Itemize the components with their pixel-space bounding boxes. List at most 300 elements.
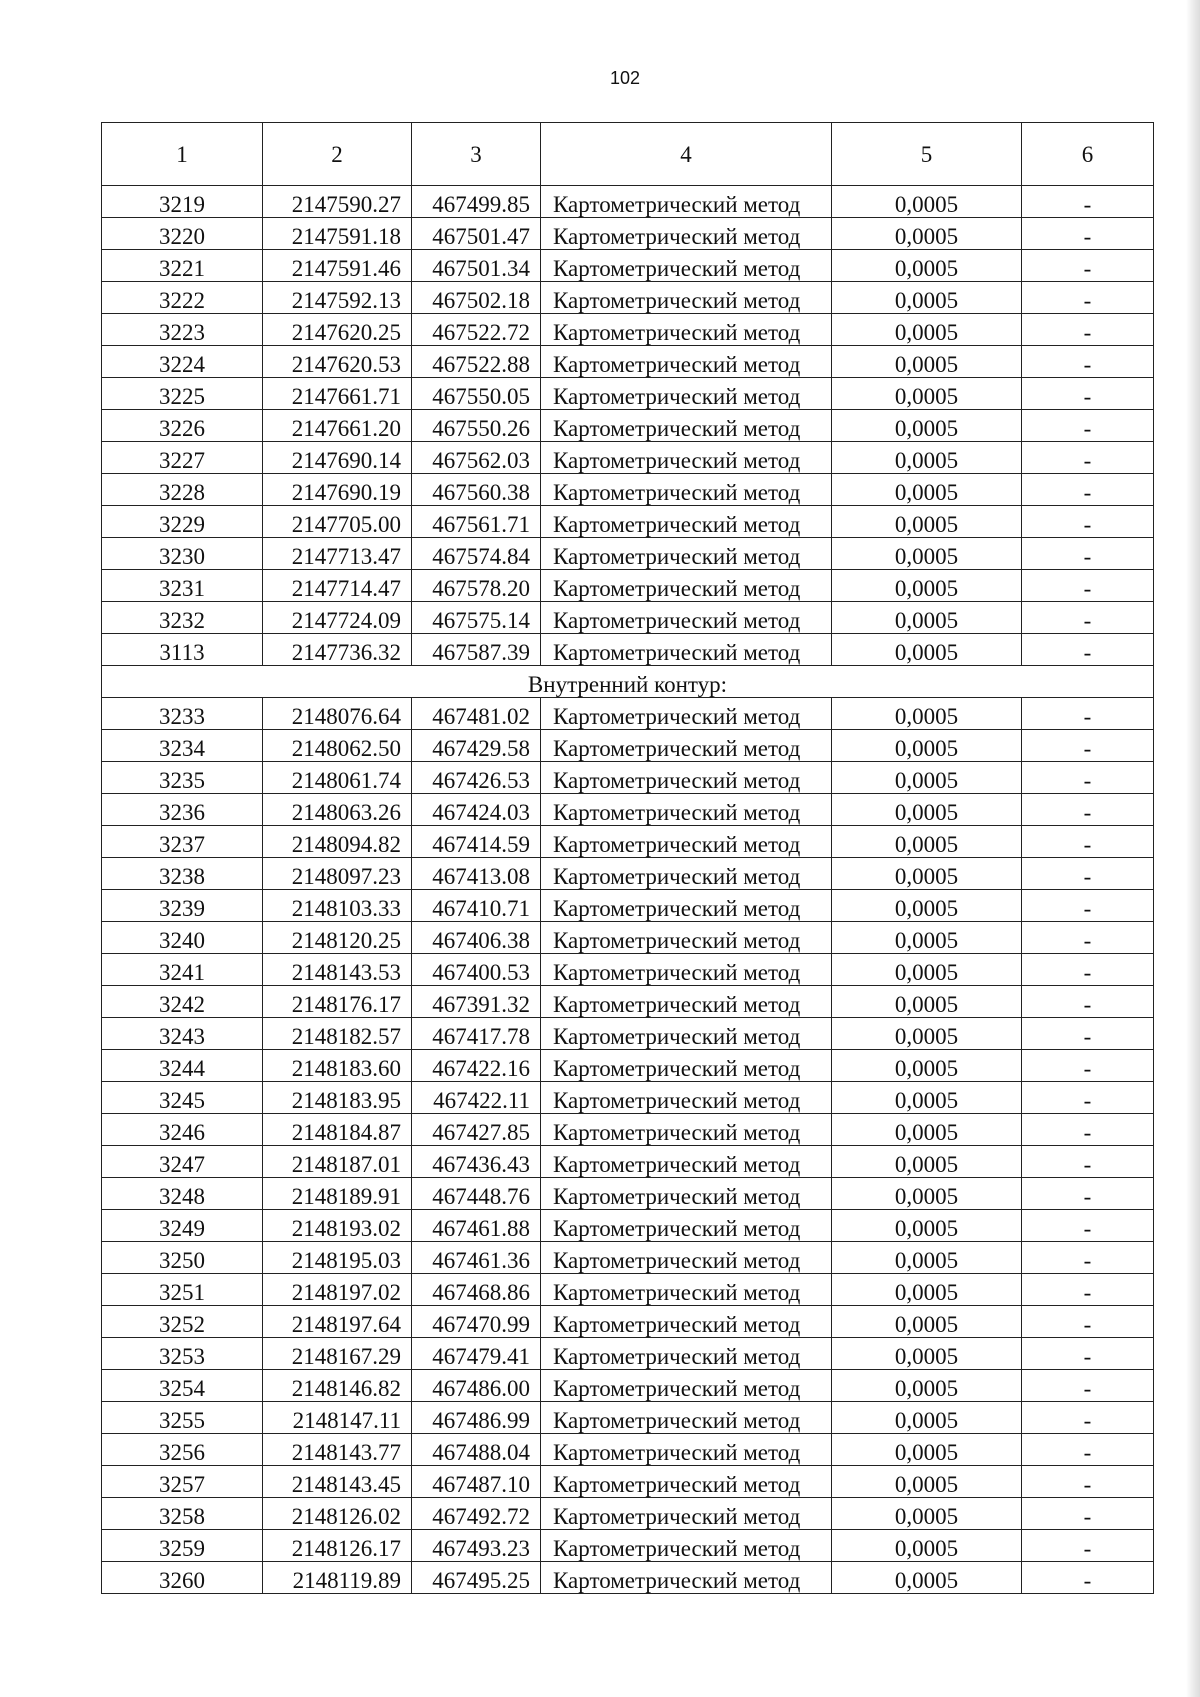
accuracy-cell: 0,0005 bbox=[832, 442, 1022, 474]
point-number-cell: 3253 bbox=[102, 1338, 263, 1370]
method-cell: Картометрический метод bbox=[541, 282, 832, 314]
point-number-cell: 3249 bbox=[102, 1210, 263, 1242]
accuracy-cell: 0,0005 bbox=[832, 1050, 1022, 1082]
point-number-cell: 3257 bbox=[102, 1466, 263, 1498]
table-row bbox=[102, 1050, 1154, 1082]
note-cell: - bbox=[1022, 1114, 1154, 1146]
note-cell: - bbox=[1022, 378, 1154, 410]
note-cell: - bbox=[1022, 570, 1154, 602]
y-coordinate-cell: 467493.23 bbox=[412, 1530, 541, 1562]
method-cell: Картометрический метод bbox=[541, 1082, 832, 1114]
x-coordinate-cell: 2148167.29 bbox=[263, 1338, 412, 1370]
x-coordinate-cell: 2147590.27 bbox=[263, 186, 412, 218]
table-row bbox=[102, 218, 1154, 250]
x-coordinate-cell: 2148176.17 bbox=[263, 986, 412, 1018]
x-coordinate-cell: 2148126.02 bbox=[263, 1498, 412, 1530]
accuracy-cell: 0,0005 bbox=[832, 698, 1022, 730]
table-row bbox=[102, 826, 1154, 858]
table-row bbox=[102, 1306, 1154, 1338]
note-cell: - bbox=[1022, 1050, 1154, 1082]
table-row bbox=[102, 698, 1154, 730]
table-row bbox=[102, 570, 1154, 602]
point-number-cell: 3231 bbox=[102, 570, 263, 602]
note-cell: - bbox=[1022, 1530, 1154, 1562]
method-cell: Картометрический метод bbox=[541, 538, 832, 570]
x-coordinate-cell: 2148193.02 bbox=[263, 1210, 412, 1242]
method-cell: Картометрический метод bbox=[541, 570, 832, 602]
table-row bbox=[102, 346, 1154, 378]
y-coordinate-cell: 467550.05 bbox=[412, 378, 541, 410]
table-row bbox=[102, 410, 1154, 442]
method-cell: Картометрический метод bbox=[541, 218, 832, 250]
x-coordinate-cell: 2147705.00 bbox=[263, 506, 412, 538]
accuracy-cell: 0,0005 bbox=[832, 346, 1022, 378]
y-coordinate-cell: 467562.03 bbox=[412, 442, 541, 474]
method-cell: Картометрический метод bbox=[541, 410, 832, 442]
x-coordinate-cell: 2148097.23 bbox=[263, 858, 412, 890]
point-number-cell: 3254 bbox=[102, 1370, 263, 1402]
note-cell: - bbox=[1022, 858, 1154, 890]
method-cell: Картометрический метод bbox=[541, 954, 832, 986]
method-cell: Картометрический метод bbox=[541, 1434, 832, 1466]
point-number-cell: 3238 bbox=[102, 858, 263, 890]
accuracy-cell: 0,0005 bbox=[832, 794, 1022, 826]
table-row bbox=[102, 442, 1154, 474]
note-cell: - bbox=[1022, 634, 1154, 666]
table-row bbox=[102, 986, 1154, 1018]
point-number-cell: 3227 bbox=[102, 442, 263, 474]
x-coordinate-cell: 2147661.20 bbox=[263, 410, 412, 442]
note-cell: - bbox=[1022, 250, 1154, 282]
x-coordinate-cell: 2148183.60 bbox=[263, 1050, 412, 1082]
accuracy-cell: 0,0005 bbox=[832, 506, 1022, 538]
accuracy-cell: 0,0005 bbox=[832, 1178, 1022, 1210]
accuracy-cell: 0,0005 bbox=[832, 1242, 1022, 1274]
point-number-cell: 3240 bbox=[102, 922, 263, 954]
method-cell: Картометрический метод bbox=[541, 1050, 832, 1082]
table-row bbox=[102, 1370, 1154, 1402]
x-coordinate-cell: 2148062.50 bbox=[263, 730, 412, 762]
method-cell: Картометрический метод bbox=[541, 1370, 832, 1402]
accuracy-cell: 0,0005 bbox=[832, 762, 1022, 794]
note-cell: - bbox=[1022, 282, 1154, 314]
note-cell: - bbox=[1022, 1466, 1154, 1498]
note-cell: - bbox=[1022, 1082, 1154, 1114]
table-row bbox=[102, 922, 1154, 954]
method-cell: Картометрический метод bbox=[541, 1402, 832, 1434]
method-cell: Картометрический метод bbox=[541, 1306, 832, 1338]
x-coordinate-cell: 2148147.11 bbox=[263, 1402, 412, 1434]
point-number-cell: 3256 bbox=[102, 1434, 263, 1466]
note-cell: - bbox=[1022, 314, 1154, 346]
y-coordinate-cell: 467461.88 bbox=[412, 1210, 541, 1242]
point-number-cell: 3226 bbox=[102, 410, 263, 442]
y-coordinate-cell: 467486.00 bbox=[412, 1370, 541, 1402]
table-row bbox=[102, 1562, 1154, 1594]
note-cell: - bbox=[1022, 1562, 1154, 1594]
point-number-cell: 3242 bbox=[102, 986, 263, 1018]
x-coordinate-cell: 2148195.03 bbox=[263, 1242, 412, 1274]
method-cell: Картометрический метод bbox=[541, 1530, 832, 1562]
point-number-cell: 3247 bbox=[102, 1146, 263, 1178]
x-coordinate-cell: 2148197.02 bbox=[263, 1274, 412, 1306]
point-number-cell: 3230 bbox=[102, 538, 263, 570]
table-row bbox=[102, 1434, 1154, 1466]
method-cell: Картометрический метод bbox=[541, 378, 832, 410]
accuracy-cell: 0,0005 bbox=[832, 890, 1022, 922]
y-coordinate-cell: 467488.04 bbox=[412, 1434, 541, 1466]
x-coordinate-cell: 2148063.26 bbox=[263, 794, 412, 826]
column-header-3: 3 bbox=[412, 123, 541, 186]
method-cell: Картометрический метод bbox=[541, 634, 832, 666]
method-cell: Картометрический метод bbox=[541, 1146, 832, 1178]
note-cell: - bbox=[1022, 1498, 1154, 1530]
method-cell: Картометрический метод bbox=[541, 986, 832, 1018]
section-row bbox=[102, 666, 1154, 698]
accuracy-cell: 0,0005 bbox=[832, 1210, 1022, 1242]
note-cell: - bbox=[1022, 1146, 1154, 1178]
coordinates-table bbox=[101, 122, 1154, 1594]
method-cell: Картометрический метод bbox=[541, 474, 832, 506]
y-coordinate-cell: 467468.86 bbox=[412, 1274, 541, 1306]
table-row bbox=[102, 730, 1154, 762]
note-cell: - bbox=[1022, 442, 1154, 474]
table-row bbox=[102, 858, 1154, 890]
y-coordinate-cell: 467436.43 bbox=[412, 1146, 541, 1178]
x-coordinate-cell: 2147620.25 bbox=[263, 314, 412, 346]
accuracy-cell: 0,0005 bbox=[832, 730, 1022, 762]
accuracy-cell: 0,0005 bbox=[832, 1338, 1022, 1370]
table-row bbox=[102, 1146, 1154, 1178]
x-coordinate-cell: 2148183.95 bbox=[263, 1082, 412, 1114]
table-row bbox=[102, 1274, 1154, 1306]
accuracy-cell: 0,0005 bbox=[832, 1306, 1022, 1338]
point-number-cell: 3232 bbox=[102, 602, 263, 634]
section-label: Внутренний контур: bbox=[102, 666, 1154, 698]
y-coordinate-cell: 467492.72 bbox=[412, 1498, 541, 1530]
point-number-cell: 3250 bbox=[102, 1242, 263, 1274]
table-row bbox=[102, 250, 1154, 282]
point-number-cell: 3252 bbox=[102, 1306, 263, 1338]
y-coordinate-cell: 467422.11 bbox=[412, 1082, 541, 1114]
accuracy-cell: 0,0005 bbox=[832, 602, 1022, 634]
y-coordinate-cell: 467502.18 bbox=[412, 282, 541, 314]
x-coordinate-cell: 2147713.47 bbox=[263, 538, 412, 570]
table-row bbox=[102, 954, 1154, 986]
y-coordinate-cell: 467426.53 bbox=[412, 762, 541, 794]
x-coordinate-cell: 2147661.71 bbox=[263, 378, 412, 410]
method-cell: Картометрический метод bbox=[541, 858, 832, 890]
note-cell: - bbox=[1022, 826, 1154, 858]
note-cell: - bbox=[1022, 794, 1154, 826]
column-header-6: 6 bbox=[1022, 123, 1154, 186]
table-row bbox=[102, 1018, 1154, 1050]
point-number-cell: 3245 bbox=[102, 1082, 263, 1114]
point-number-cell: 3251 bbox=[102, 1274, 263, 1306]
y-coordinate-cell: 467422.16 bbox=[412, 1050, 541, 1082]
column-header-2: 2 bbox=[263, 123, 412, 186]
y-coordinate-cell: 467487.10 bbox=[412, 1466, 541, 1498]
method-cell: Картометрический метод bbox=[541, 1242, 832, 1274]
y-coordinate-cell: 467413.08 bbox=[412, 858, 541, 890]
x-coordinate-cell: 2147724.09 bbox=[263, 602, 412, 634]
accuracy-cell: 0,0005 bbox=[832, 570, 1022, 602]
page-number: 102 bbox=[609, 68, 641, 88]
y-coordinate-cell: 467499.85 bbox=[412, 186, 541, 218]
accuracy-cell: 0,0005 bbox=[832, 186, 1022, 218]
table-row bbox=[102, 1210, 1154, 1242]
y-coordinate-cell: 467501.47 bbox=[412, 218, 541, 250]
accuracy-cell: 0,0005 bbox=[832, 1402, 1022, 1434]
note-cell: - bbox=[1022, 922, 1154, 954]
y-coordinate-cell: 467574.84 bbox=[412, 538, 541, 570]
note-cell: - bbox=[1022, 218, 1154, 250]
y-coordinate-cell: 467501.34 bbox=[412, 250, 541, 282]
note-cell: - bbox=[1022, 698, 1154, 730]
accuracy-cell: 0,0005 bbox=[832, 922, 1022, 954]
y-coordinate-cell: 467410.71 bbox=[412, 890, 541, 922]
x-coordinate-cell: 2148146.82 bbox=[263, 1370, 412, 1402]
accuracy-cell: 0,0005 bbox=[832, 1498, 1022, 1530]
method-cell: Картометрический метод bbox=[541, 730, 832, 762]
accuracy-cell: 0,0005 bbox=[832, 1370, 1022, 1402]
accuracy-cell: 0,0005 bbox=[832, 538, 1022, 570]
note-cell: - bbox=[1022, 1306, 1154, 1338]
note-cell: - bbox=[1022, 538, 1154, 570]
table-row bbox=[102, 538, 1154, 570]
method-cell: Картометрический метод bbox=[541, 314, 832, 346]
y-coordinate-cell: 467486.99 bbox=[412, 1402, 541, 1434]
accuracy-cell: 0,0005 bbox=[832, 954, 1022, 986]
accuracy-cell: 0,0005 bbox=[832, 314, 1022, 346]
point-number-cell: 3219 bbox=[102, 186, 263, 218]
table-row bbox=[102, 506, 1154, 538]
accuracy-cell: 0,0005 bbox=[832, 1562, 1022, 1594]
y-coordinate-cell: 467495.25 bbox=[412, 1562, 541, 1594]
table-row bbox=[102, 634, 1154, 666]
accuracy-cell: 0,0005 bbox=[832, 410, 1022, 442]
point-number-cell: 3222 bbox=[102, 282, 263, 314]
note-cell: - bbox=[1022, 890, 1154, 922]
accuracy-cell: 0,0005 bbox=[832, 634, 1022, 666]
note-cell: - bbox=[1022, 1178, 1154, 1210]
table-header bbox=[102, 123, 1154, 186]
y-coordinate-cell: 467470.99 bbox=[412, 1306, 541, 1338]
y-coordinate-cell: 467461.36 bbox=[412, 1242, 541, 1274]
x-coordinate-cell: 2147690.19 bbox=[263, 474, 412, 506]
note-cell: - bbox=[1022, 506, 1154, 538]
point-number-cell: 3259 bbox=[102, 1530, 263, 1562]
y-coordinate-cell: 467587.39 bbox=[412, 634, 541, 666]
point-number-cell: 3239 bbox=[102, 890, 263, 922]
point-number-cell: 3113 bbox=[102, 634, 263, 666]
point-number-cell: 3243 bbox=[102, 1018, 263, 1050]
note-cell: - bbox=[1022, 186, 1154, 218]
y-coordinate-cell: 467522.88 bbox=[412, 346, 541, 378]
y-coordinate-cell: 467417.78 bbox=[412, 1018, 541, 1050]
y-coordinate-cell: 467429.58 bbox=[412, 730, 541, 762]
method-cell: Картометрический метод bbox=[541, 1210, 832, 1242]
note-cell: - bbox=[1022, 762, 1154, 794]
x-coordinate-cell: 2147592.13 bbox=[263, 282, 412, 314]
y-coordinate-cell: 467414.59 bbox=[412, 826, 541, 858]
x-coordinate-cell: 2148143.45 bbox=[263, 1466, 412, 1498]
note-cell: - bbox=[1022, 1018, 1154, 1050]
method-cell: Картометрический метод bbox=[541, 1178, 832, 1210]
y-coordinate-cell: 467481.02 bbox=[412, 698, 541, 730]
note-cell: - bbox=[1022, 1434, 1154, 1466]
accuracy-cell: 0,0005 bbox=[832, 1434, 1022, 1466]
x-coordinate-cell: 2148103.33 bbox=[263, 890, 412, 922]
method-cell: Картометрический метод bbox=[541, 186, 832, 218]
note-cell: - bbox=[1022, 954, 1154, 986]
y-coordinate-cell: 467448.76 bbox=[412, 1178, 541, 1210]
note-cell: - bbox=[1022, 1274, 1154, 1306]
method-cell: Картометрический метод bbox=[541, 826, 832, 858]
note-cell: - bbox=[1022, 410, 1154, 442]
accuracy-cell: 0,0005 bbox=[832, 474, 1022, 506]
accuracy-cell: 0,0005 bbox=[832, 986, 1022, 1018]
point-number-cell: 3244 bbox=[102, 1050, 263, 1082]
method-cell: Картометрический метод bbox=[541, 1562, 832, 1594]
table-row bbox=[102, 378, 1154, 410]
accuracy-cell: 0,0005 bbox=[832, 1082, 1022, 1114]
y-coordinate-cell: 467561.71 bbox=[412, 506, 541, 538]
y-coordinate-cell: 467406.38 bbox=[412, 922, 541, 954]
x-coordinate-cell: 2147690.14 bbox=[263, 442, 412, 474]
point-number-cell: 3235 bbox=[102, 762, 263, 794]
note-cell: - bbox=[1022, 1370, 1154, 1402]
scan-edge bbox=[1186, 0, 1200, 1697]
accuracy-cell: 0,0005 bbox=[832, 826, 1022, 858]
note-cell: - bbox=[1022, 602, 1154, 634]
y-coordinate-cell: 467400.53 bbox=[412, 954, 541, 986]
note-cell: - bbox=[1022, 1402, 1154, 1434]
accuracy-cell: 0,0005 bbox=[832, 1146, 1022, 1178]
point-number-cell: 3233 bbox=[102, 698, 263, 730]
point-number-cell: 3224 bbox=[102, 346, 263, 378]
point-number-cell: 3260 bbox=[102, 1562, 263, 1594]
x-coordinate-cell: 2148189.91 bbox=[263, 1178, 412, 1210]
note-cell: - bbox=[1022, 730, 1154, 762]
table-row bbox=[102, 282, 1154, 314]
note-cell: - bbox=[1022, 986, 1154, 1018]
point-number-cell: 3228 bbox=[102, 474, 263, 506]
point-number-cell: 3225 bbox=[102, 378, 263, 410]
table-row bbox=[102, 474, 1154, 506]
x-coordinate-cell: 2148143.77 bbox=[263, 1434, 412, 1466]
column-header-4: 4 bbox=[541, 123, 832, 186]
table-row bbox=[102, 1338, 1154, 1370]
accuracy-cell: 0,0005 bbox=[832, 1114, 1022, 1146]
method-cell: Картометрический метод bbox=[541, 890, 832, 922]
table-row bbox=[102, 890, 1154, 922]
x-coordinate-cell: 2147736.32 bbox=[263, 634, 412, 666]
method-cell: Картометрический метод bbox=[541, 1338, 832, 1370]
table-row bbox=[102, 1242, 1154, 1274]
y-coordinate-cell: 467391.32 bbox=[412, 986, 541, 1018]
accuracy-cell: 0,0005 bbox=[832, 1018, 1022, 1050]
method-cell: Картометрический метод bbox=[541, 442, 832, 474]
table-row bbox=[102, 1466, 1154, 1498]
x-coordinate-cell: 2148119.89 bbox=[263, 1562, 412, 1594]
method-cell: Картометрический метод bbox=[541, 1114, 832, 1146]
method-cell: Картометрический метод bbox=[541, 698, 832, 730]
point-number-cell: 3234 bbox=[102, 730, 263, 762]
accuracy-cell: 0,0005 bbox=[832, 282, 1022, 314]
point-number-cell: 3221 bbox=[102, 250, 263, 282]
note-cell: - bbox=[1022, 346, 1154, 378]
table-row bbox=[102, 1114, 1154, 1146]
accuracy-cell: 0,0005 bbox=[832, 250, 1022, 282]
table-row bbox=[102, 762, 1154, 794]
accuracy-cell: 0,0005 bbox=[832, 1466, 1022, 1498]
point-number-cell: 3248 bbox=[102, 1178, 263, 1210]
accuracy-cell: 0,0005 bbox=[832, 1530, 1022, 1562]
note-cell: - bbox=[1022, 1210, 1154, 1242]
method-cell: Картометрический метод bbox=[541, 1018, 832, 1050]
x-coordinate-cell: 2148120.25 bbox=[263, 922, 412, 954]
y-coordinate-cell: 467427.85 bbox=[412, 1114, 541, 1146]
table-row bbox=[102, 1402, 1154, 1434]
accuracy-cell: 0,0005 bbox=[832, 378, 1022, 410]
x-coordinate-cell: 2148094.82 bbox=[263, 826, 412, 858]
point-number-cell: 3223 bbox=[102, 314, 263, 346]
point-number-cell: 3241 bbox=[102, 954, 263, 986]
x-coordinate-cell: 2148187.01 bbox=[263, 1146, 412, 1178]
accuracy-cell: 0,0005 bbox=[832, 1274, 1022, 1306]
point-number-cell: 3255 bbox=[102, 1402, 263, 1434]
point-number-cell: 3258 bbox=[102, 1498, 263, 1530]
note-cell: - bbox=[1022, 474, 1154, 506]
column-header-1: 1 bbox=[102, 123, 263, 186]
note-cell: - bbox=[1022, 1338, 1154, 1370]
method-cell: Картометрический метод bbox=[541, 506, 832, 538]
point-number-cell: 3229 bbox=[102, 506, 263, 538]
table-row bbox=[102, 602, 1154, 634]
table-row bbox=[102, 1530, 1154, 1562]
method-cell: Картометрический метод bbox=[541, 1274, 832, 1306]
method-cell: Картометрический метод bbox=[541, 922, 832, 954]
y-coordinate-cell: 467479.41 bbox=[412, 1338, 541, 1370]
method-cell: Картометрический метод bbox=[541, 794, 832, 826]
y-coordinate-cell: 467575.14 bbox=[412, 602, 541, 634]
method-cell: Картометрический метод bbox=[541, 602, 832, 634]
x-coordinate-cell: 2148143.53 bbox=[263, 954, 412, 986]
method-cell: Картометрический метод bbox=[541, 346, 832, 378]
table-body bbox=[102, 186, 1154, 1594]
point-number-cell: 3236 bbox=[102, 794, 263, 826]
table-row bbox=[102, 1082, 1154, 1114]
x-coordinate-cell: 2147620.53 bbox=[263, 346, 412, 378]
point-number-cell: 3237 bbox=[102, 826, 263, 858]
x-coordinate-cell: 2148197.64 bbox=[263, 1306, 412, 1338]
method-cell: Картометрический метод bbox=[541, 762, 832, 794]
header-row bbox=[102, 123, 1154, 186]
x-coordinate-cell: 2147714.47 bbox=[263, 570, 412, 602]
x-coordinate-cell: 2148076.64 bbox=[263, 698, 412, 730]
x-coordinate-cell: 2148184.87 bbox=[263, 1114, 412, 1146]
method-cell: Картометрический метод bbox=[541, 1498, 832, 1530]
table-row bbox=[102, 794, 1154, 826]
table-row bbox=[102, 186, 1154, 218]
x-coordinate-cell: 2148126.17 bbox=[263, 1530, 412, 1562]
table-row bbox=[102, 314, 1154, 346]
table-row bbox=[102, 1498, 1154, 1530]
y-coordinate-cell: 467560.38 bbox=[412, 474, 541, 506]
y-coordinate-cell: 467424.03 bbox=[412, 794, 541, 826]
y-coordinate-cell: 467578.20 bbox=[412, 570, 541, 602]
